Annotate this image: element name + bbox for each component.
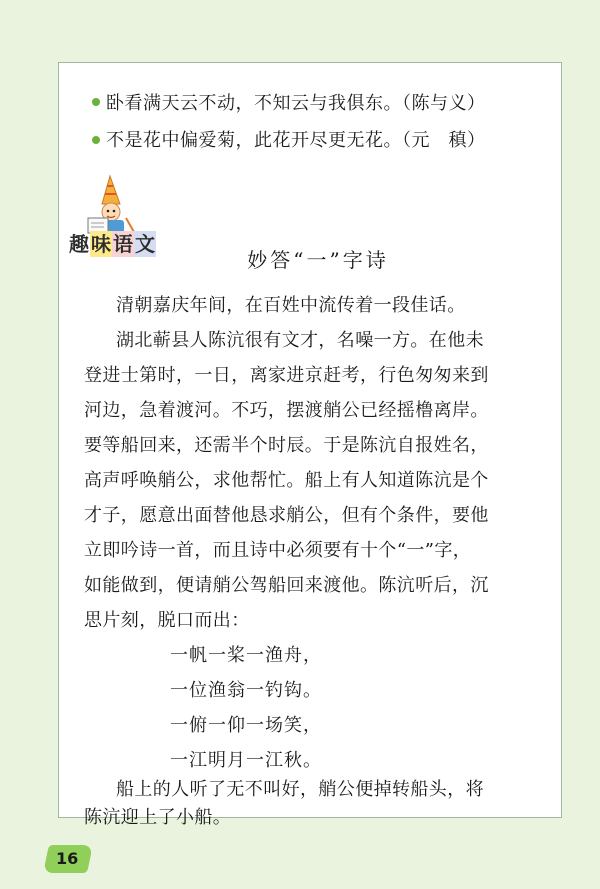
story-line: 如能做到，便请艄公驾船回来渡他。陈沆听后，沉 — [84, 575, 489, 596]
badge-char: 味 — [91, 232, 111, 256]
quote-line: 卧看满天云不动，不知云与我俱东。（陈与义） — [106, 93, 486, 114]
story-line: 湖北蕲县人陈沆很有文才，名噪一方。在他未 — [116, 330, 484, 351]
badge-char: 语 — [113, 232, 133, 256]
poem-line: 一帆一桨一渔舟， — [170, 645, 322, 666]
story-line: 陈沆迎上了小船。 — [84, 807, 232, 828]
poem-line: 一俯一仰一场笑， — [170, 715, 322, 736]
story-title: 妙答“一”字诗 — [247, 248, 389, 272]
story-line: 船上的人听了无不叫好，艄公便掉转船头，将 — [116, 779, 484, 800]
story-line: 登进士第时，一日，离家进京赶考，行色匆匆来到 — [84, 365, 489, 386]
story-line: 要等船回来，还需半个时辰。于是陈沆自报姓名， — [84, 435, 489, 456]
story-line: 河边，急着渡河。不巧，摆渡艄公已经摇橹离岸。 — [84, 400, 489, 421]
badge-char: 文 — [135, 232, 155, 256]
poem-line: 一位渔翁一钓钩。 — [170, 680, 322, 701]
badge-char: 趣 — [69, 232, 89, 256]
bullet-icon — [92, 136, 100, 144]
story-line: 立即吟诗一首，而且诗中必须要有十个“一”字， — [84, 540, 472, 561]
story-line: 才子，愿意出面替他恳求艄公，但有个条件，要他 — [84, 505, 489, 526]
bullet-icon — [92, 98, 100, 106]
page-number: 16 — [56, 849, 79, 868]
story-line: 高声呼唤艄公，求他帮忙。船上有人知道陈沆是个 — [84, 470, 489, 491]
quote-line: 不是花中偏爱菊，此花开尽更无花。（元 稹） — [106, 130, 486, 151]
story-line: 清朝嘉庆年间，在百姓中流传着一段佳话。 — [116, 295, 466, 316]
story-line: 思片刻，脱口而出： — [84, 610, 250, 631]
poem-line: 一江明月一江秋。 — [170, 750, 322, 771]
